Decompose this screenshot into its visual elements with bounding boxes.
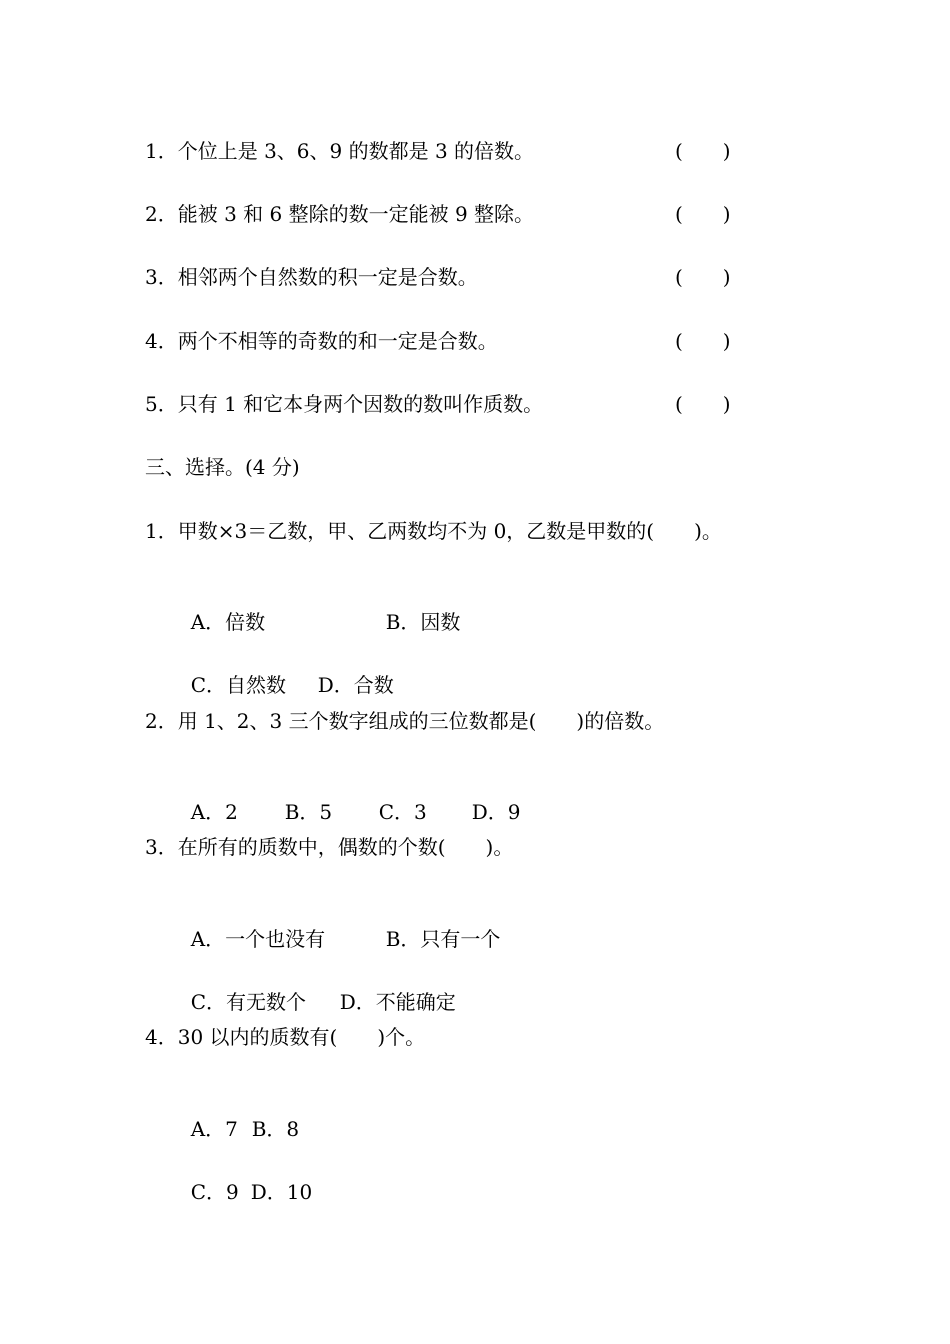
option-b: B．8: [251, 1117, 300, 1141]
option-b: B．只有一个: [385, 927, 501, 951]
options-row: [178, 960, 456, 1016]
option-d: D．合数: [317, 673, 394, 697]
judge-item-3: 3．相邻两个自然数的积一定是合数。: [145, 265, 478, 289]
section-heading: 三、选择。(4 分): [145, 455, 300, 479]
option-c: C．自然数: [190, 673, 287, 697]
options-row: [178, 643, 394, 699]
options-row: [178, 897, 500, 953]
judge-answer-blank-5: ( ): [675, 392, 731, 416]
judge-answer-blank-1: ( ): [675, 139, 731, 163]
question-stem-4: 4．30 以内的质数有( )个。: [145, 1025, 426, 1049]
option-c: C．9: [190, 1180, 239, 1204]
option-c: C．有无数个: [190, 990, 307, 1014]
option-a: A．7: [190, 1117, 238, 1141]
judge-answer-blank-4: ( ): [675, 329, 731, 353]
judge-answer-blank-3: ( ): [675, 265, 731, 289]
option-a: A．一个也没有: [190, 927, 326, 951]
option-a: A．倍数: [190, 610, 266, 634]
option-b: B．5: [284, 800, 333, 824]
judge-item-5: 5．只有 1 和它本身两个因数的数叫作质数。: [145, 392, 544, 416]
option-b: B．因数: [385, 610, 461, 634]
options-row: [178, 1150, 312, 1206]
judge-item-2: 2．能被 3 和 6 整除的数一定能被 9 整除。: [145, 202, 535, 226]
option-d: D．10: [250, 1180, 313, 1204]
options-row: [178, 770, 520, 826]
question-stem-2: 2．用 1、2、3 三个数字组成的三位数都是( )的倍数。: [145, 709, 665, 733]
judge-item-1: 1．个位上是 3、6、9 的数都是 3 的倍数。: [145, 139, 535, 163]
option-d: D．不能确定: [339, 990, 456, 1014]
judge-item-4: 4．两个不相等的奇数的和一定是合数。: [145, 329, 498, 353]
question-stem-3: 3．在所有的质数中，偶数的个数( )。: [145, 835, 514, 859]
option-a: A．2: [190, 800, 238, 824]
options-row: [178, 1087, 299, 1143]
option-c: C．3: [378, 800, 427, 824]
options-row: [178, 580, 460, 636]
judge-answer-blank-2: ( ): [675, 202, 731, 226]
question-stem-1: 1．甲数×3＝乙数，甲、乙两数均不为 0，乙数是甲数的( )。: [145, 519, 722, 543]
option-d: D．9: [471, 800, 521, 824]
